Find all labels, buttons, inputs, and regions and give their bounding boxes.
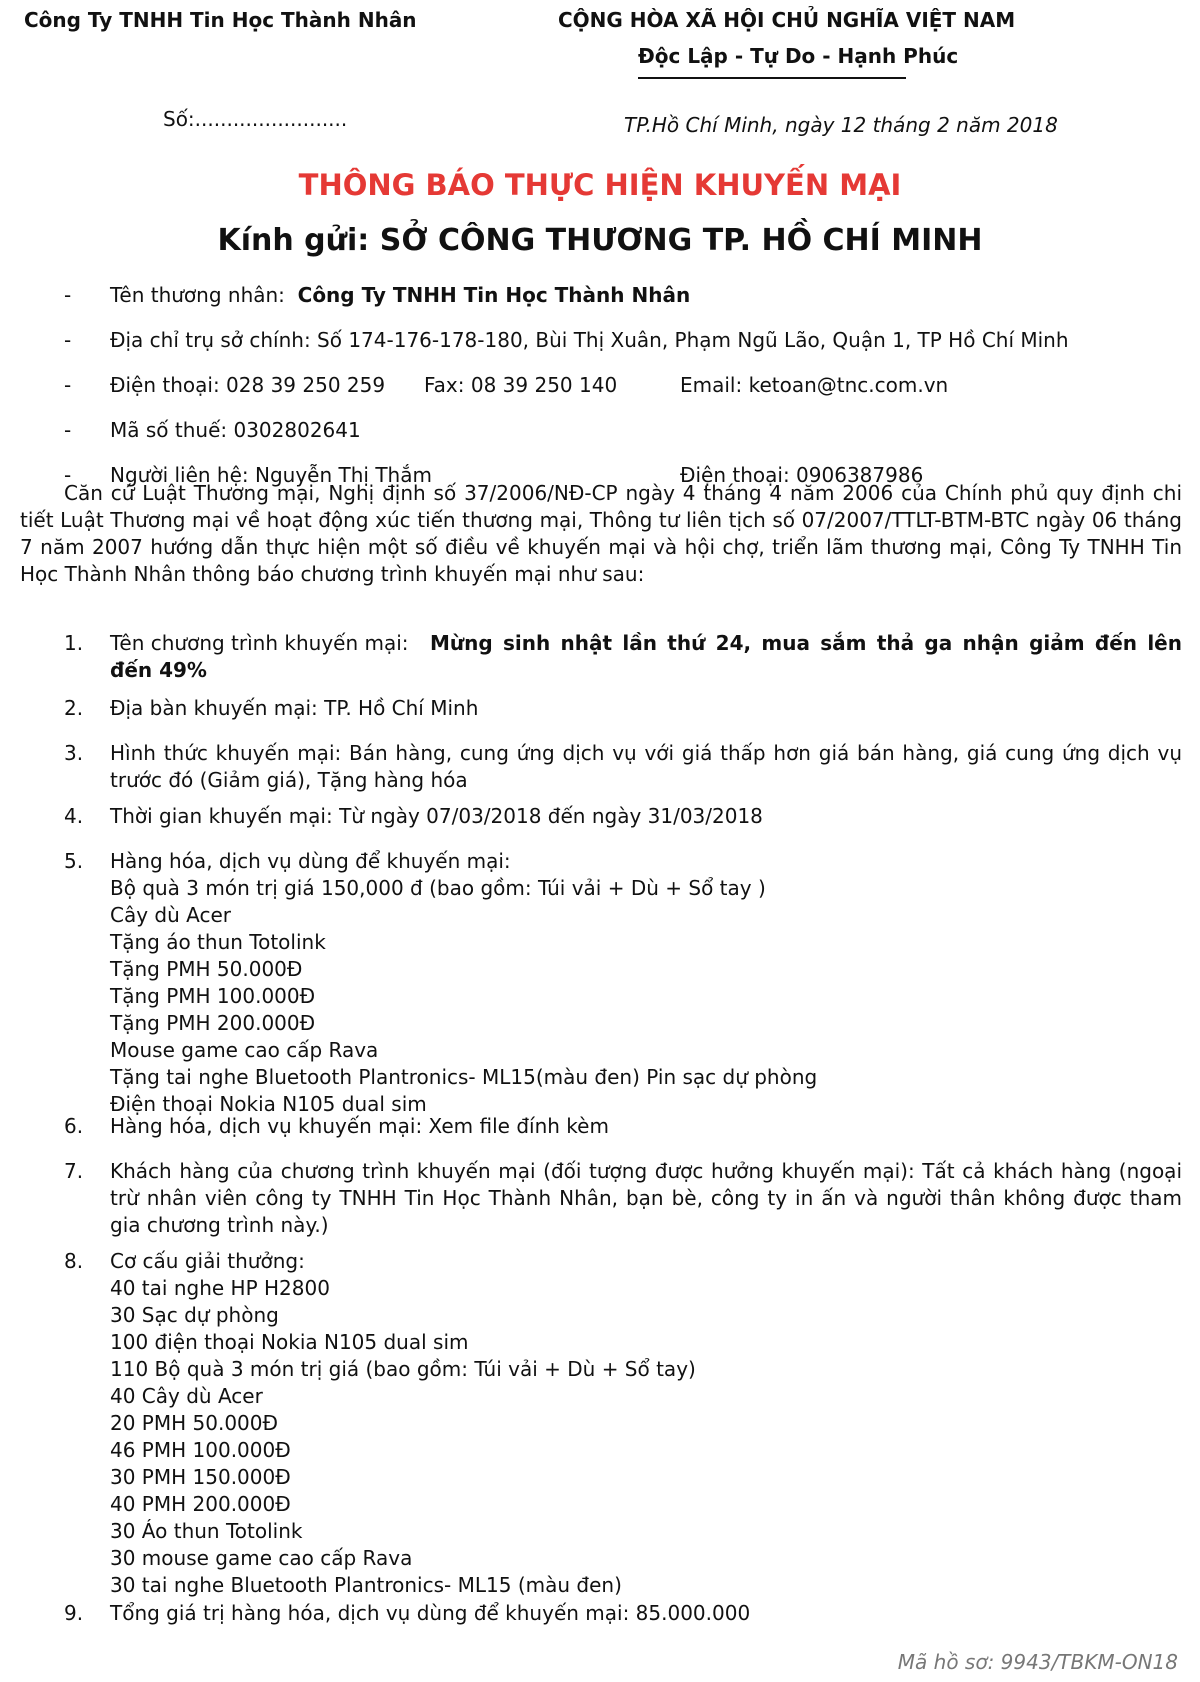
prize-line: 46 PMH 100.000Đ bbox=[110, 1438, 291, 1462]
item-number: 9. bbox=[64, 1601, 84, 1625]
item-number: 4. bbox=[64, 804, 84, 828]
promo-goods-line: Tặng tai nghe Bluetooth Plantronics- ML15(màu đen) Pin sạc dự phòng bbox=[110, 1065, 818, 1089]
prize-line: 40 Cây dù Acer bbox=[110, 1384, 263, 1408]
address-text: Địa chỉ trụ sở chính: Số 174-176-178-180, Bùi Thị Xuân, Phạm Ngũ Lão, Quận 1, TP Hồ Chí Minh bbox=[110, 328, 1069, 352]
merchant-name: Công Ty TNHH Tin Học Thành Nhân bbox=[297, 283, 691, 307]
item-number: 7. bbox=[64, 1159, 84, 1183]
promo-goods-line: Tặng PMH 50.000Đ bbox=[110, 957, 303, 981]
item-number: 8. bbox=[64, 1249, 84, 1273]
promo-goods-line: Tặng PMH 100.000Đ bbox=[110, 984, 316, 1008]
contact-person-text: Người liên hệ: Nguyễn Thị Thắm bbox=[110, 463, 432, 487]
document-title: THÔNG BÁO THỰC HIỆN KHUYẾN MẠI bbox=[298, 168, 902, 202]
item-text: Hình thức khuyến mại: Bán hàng, cung ứng dịch vụ với giá thấp hơn giá bán hàng, giá cung ứng dịch vụ trước đó (Giảm giá), Tặng hàng hóa bbox=[110, 741, 1182, 792]
date-line: TP.Hồ Chí Minh, ngày 12 tháng 2 năm 2018 bbox=[624, 113, 1058, 137]
item-number: 5. bbox=[64, 849, 84, 873]
merchant-label: Tên thương nhân: bbox=[110, 283, 285, 307]
bullet-dash: - bbox=[64, 463, 72, 487]
item-number: 3. bbox=[64, 741, 84, 765]
promo-goods-line: Tặng áo thun Totolink bbox=[110, 930, 326, 954]
item-number: 2. bbox=[64, 696, 84, 720]
promo-goods-line: Điện thoại Nokia N105 dual sim bbox=[110, 1092, 427, 1116]
contact-phone-text: Điện thoại: 0906387986 bbox=[680, 463, 924, 487]
item-number: 6. bbox=[64, 1114, 84, 1138]
motto-underline bbox=[638, 77, 906, 79]
prize-line: 110 Bộ quà 3 món trị giá (bao gồm: Túi vải + Dù + Sổ tay) bbox=[110, 1357, 696, 1381]
fax-text: Fax: 08 39 250 140 bbox=[424, 373, 618, 397]
preamble-paragraph: Căn cứ Luật Thương mại, Nghị định số 37/2006/NĐ-CP ngày 4 tháng 4 năm 2006 của Chính phủ quy định chi tiết Luật Thương mại về hoạt động xúc tiến thương mại, Thông tư liên tịch số 07/2007/TTLT-BTM-BTC ngày 06 tháng 7 năm 2007 hướng dẫn thực hiện một số điều về khuyến mại và hội chợ, triển lãm thương mại, Công Ty TNHH Tin Học Thành Nhân thông báo chương trình khuyến mại như sau: bbox=[20, 481, 1182, 586]
item-text: Khách hàng của chương trình khuyến mại (đối tượng được hưởng khuyến mại): Tất cả khách hàng (ngoại trừ nhân viên công ty TNHH Tin Học Thành Nhân, bạn bè, công ty in ấn và người thân không được tham gia chương trình này.) bbox=[110, 1159, 1182, 1237]
file-code: Mã hồ sơ: 9943/TBKM-ON18 bbox=[897, 1650, 1178, 1674]
promo-goods-line: Mouse game cao cấp Rava bbox=[110, 1038, 379, 1062]
item-number: 1. bbox=[64, 631, 84, 655]
program-name-value: Mừng sinh nhật lần thứ 24, mua sắm thả ga nhận giảm đến lên đến 49% bbox=[110, 631, 1182, 682]
bullet-dash: - bbox=[64, 328, 72, 352]
tax-code-text: Mã số thuế: 0302802641 bbox=[110, 418, 361, 442]
bullet-dash: - bbox=[64, 373, 72, 397]
promo-goods-line: Bộ quà 3 món trị giá 150,000 đ (bao gồm: Túi vải + Dù + Sổ tay ) bbox=[110, 876, 766, 900]
bullet-dash: - bbox=[64, 283, 72, 307]
item-heading: Hàng hóa, dịch vụ dùng để khuyến mại: bbox=[110, 849, 511, 873]
email-text: Email: ketoan@tnc.com.vn bbox=[680, 373, 949, 397]
prize-line: 40 PMH 200.000Đ bbox=[110, 1492, 291, 1516]
recipient-line: Kính gửi: SỞ CÔNG THƯƠNG TP. HỒ CHÍ MINH bbox=[217, 223, 983, 258]
national-title: CỘNG HÒA XÃ HỘI CHỦ NGHĨA VIỆT NAM bbox=[558, 8, 1016, 32]
prize-line: 30 PMH 150.000Đ bbox=[110, 1465, 291, 1489]
company-name: Công Ty TNHH Tin Học Thành Nhân bbox=[24, 8, 417, 32]
item-text: Địa bàn khuyến mại: TP. Hồ Chí Minh bbox=[110, 696, 479, 720]
item-text: Thời gian khuyến mại: Từ ngày 07/03/2018 đến ngày 31/03/2018 bbox=[110, 804, 763, 828]
phone-text: Điện thoại: 028 39 250 259 bbox=[110, 373, 386, 397]
prize-line: 40 tai nghe HP H2800 bbox=[110, 1276, 330, 1300]
prize-line: 20 PMH 50.000Đ bbox=[110, 1411, 278, 1435]
prize-line: 100 điện thoại Nokia N105 dual sim bbox=[110, 1330, 469, 1354]
document-number: Số:........................ bbox=[163, 107, 348, 131]
national-motto: Độc Lập - Tự Do - Hạnh Phúc bbox=[638, 44, 959, 68]
item-heading: Cơ cấu giải thưởng: bbox=[110, 1249, 305, 1273]
prize-line: 30 tai nghe Bluetooth Plantronics- ML15 (màu đen) bbox=[110, 1573, 622, 1597]
item-text: Tổng giá trị hàng hóa, dịch vụ dùng để khuyến mại: 85.000.000 bbox=[110, 1601, 751, 1625]
promo-goods-line: Tặng PMH 200.000Đ bbox=[110, 1011, 316, 1035]
item-text: Hàng hóa, dịch vụ khuyến mại: Xem file đính kèm bbox=[110, 1114, 609, 1138]
prize-line: 30 Áo thun Totolink bbox=[110, 1519, 303, 1543]
bullet-dash: - bbox=[64, 418, 72, 442]
prize-line: 30 mouse game cao cấp Rava bbox=[110, 1546, 413, 1570]
promo-goods-line: Cây dù Acer bbox=[110, 903, 231, 927]
prize-line: 30 Sạc dự phòng bbox=[110, 1303, 279, 1327]
program-name-label: Tên chương trình khuyến mại: bbox=[110, 631, 409, 655]
